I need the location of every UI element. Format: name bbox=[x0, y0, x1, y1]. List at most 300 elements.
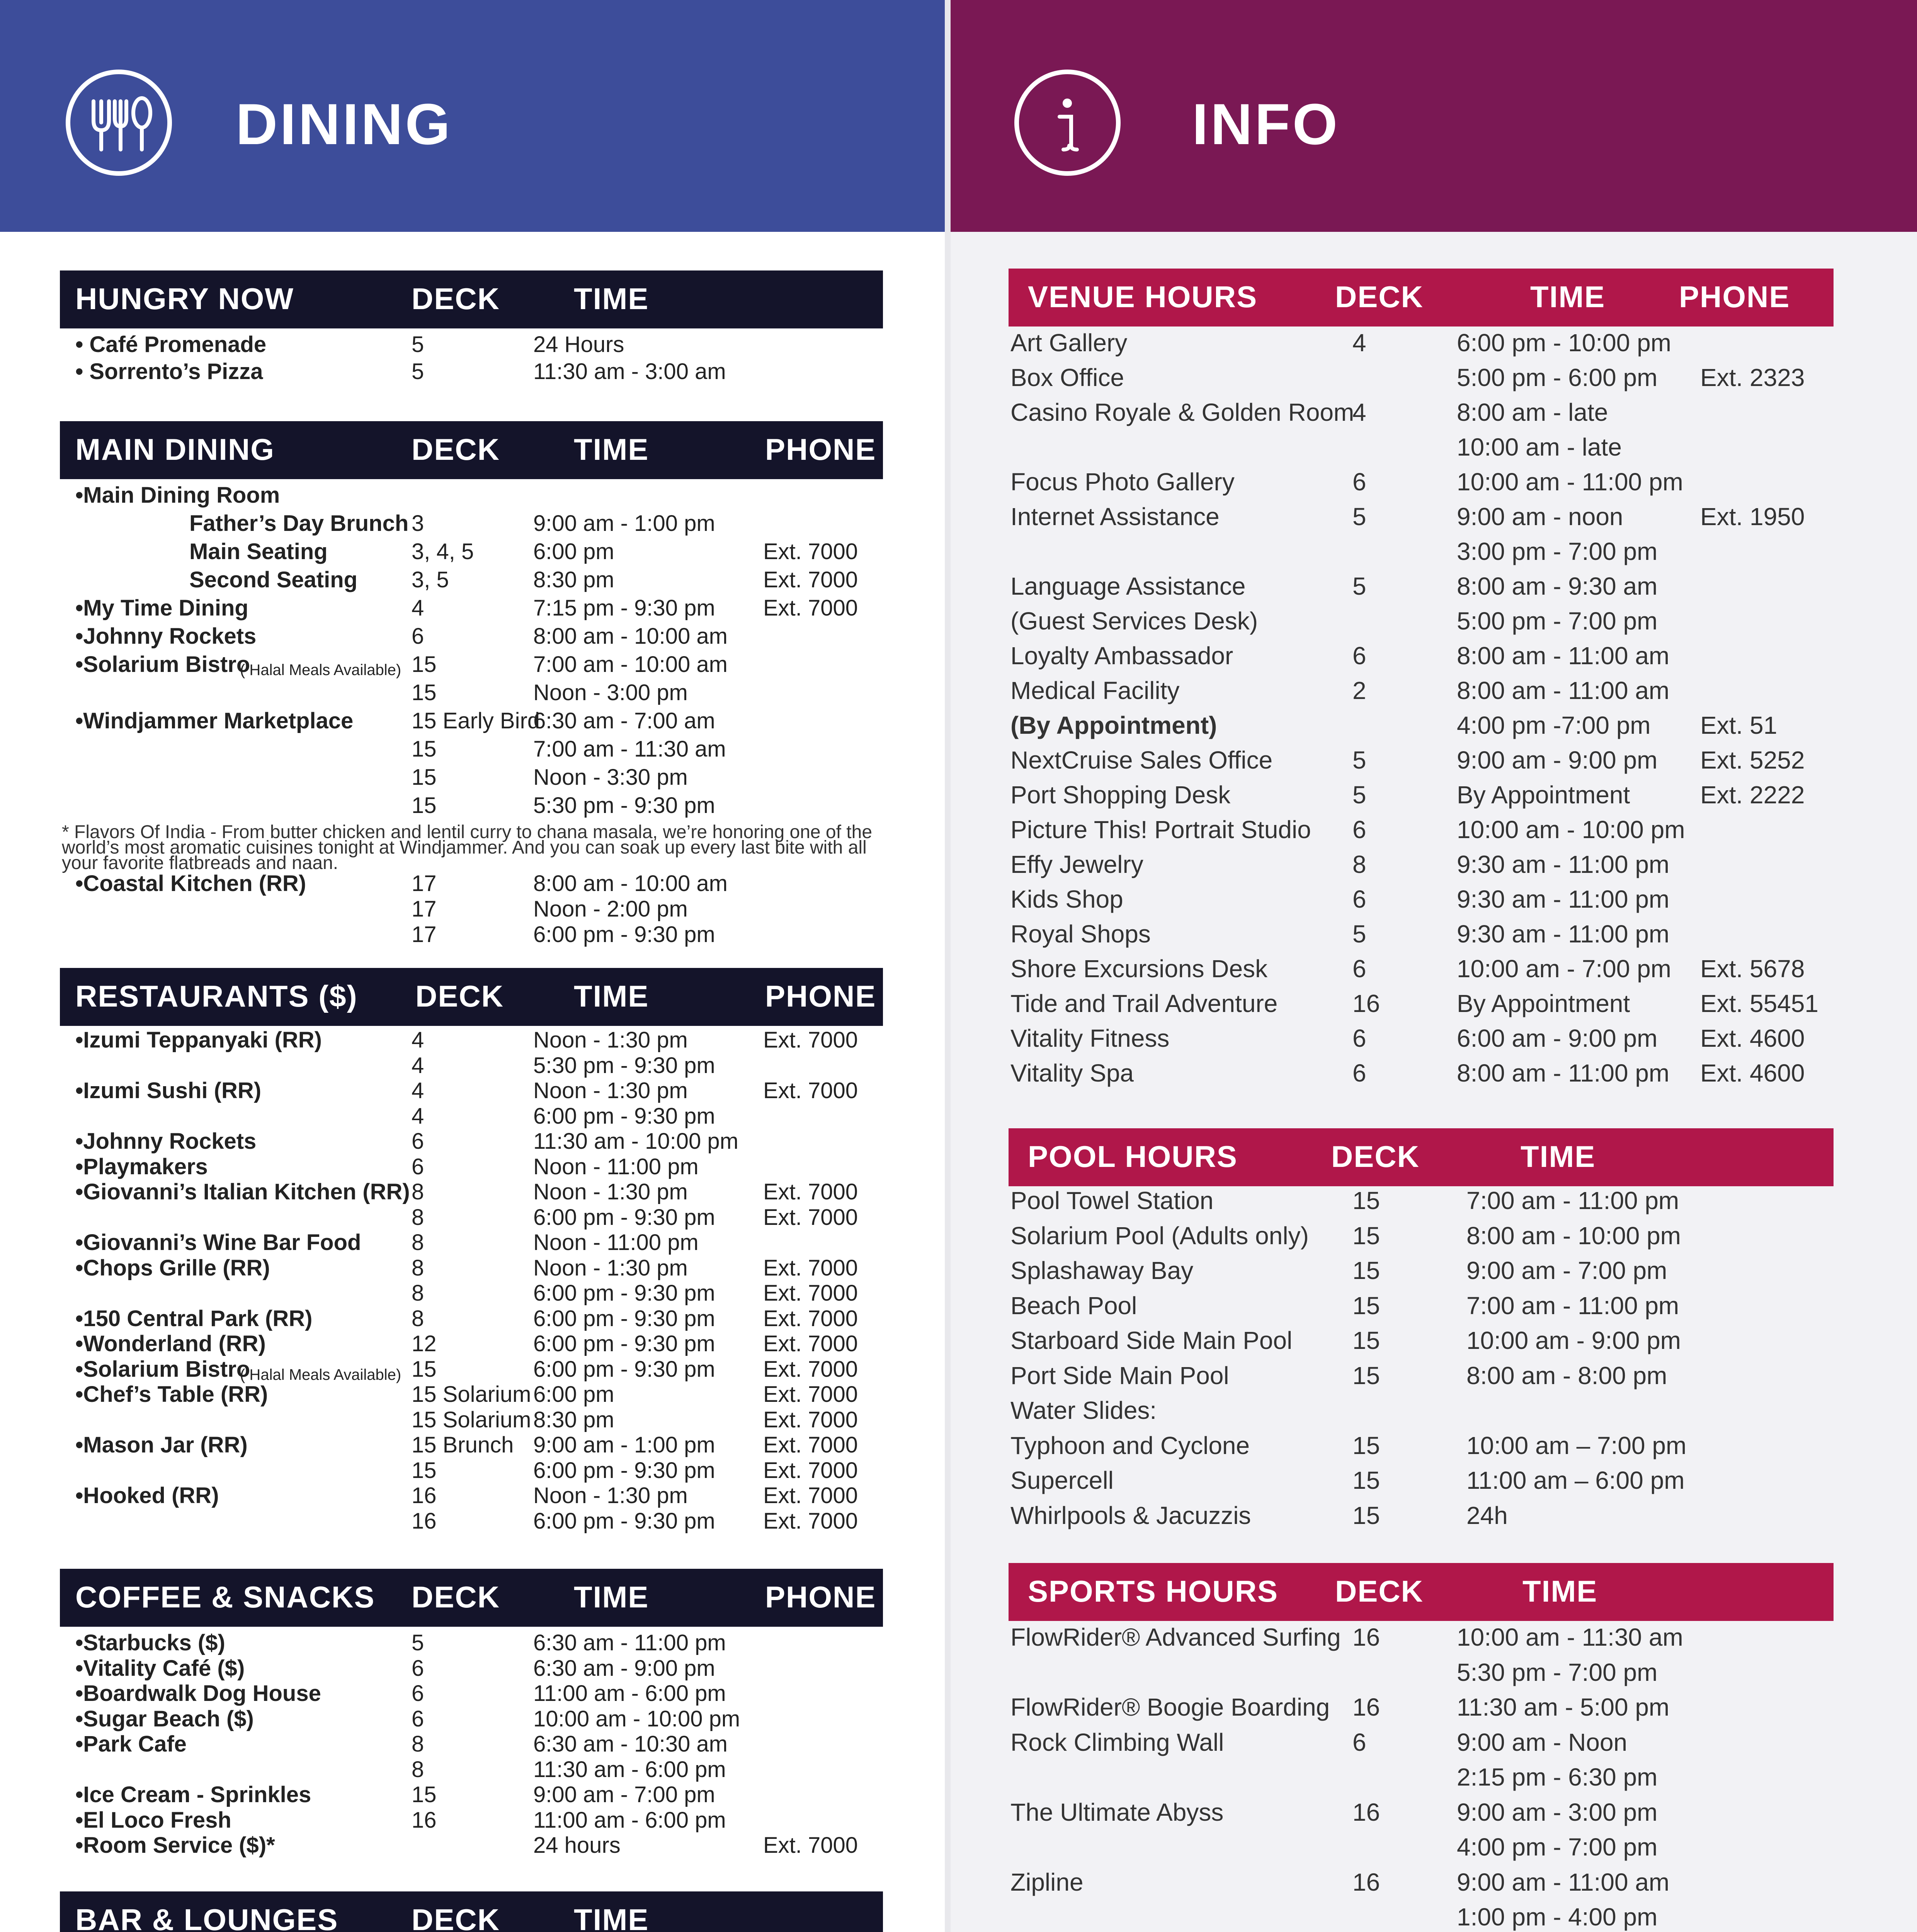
main_dining-header-bar bbox=[60, 421, 883, 479]
main_dining-title: MAIN DINING bbox=[75, 432, 275, 466]
restaurants-row-deck: 8 bbox=[412, 1281, 424, 1306]
venue-row-name: Internet Assistance bbox=[1010, 503, 1220, 531]
coffee-row-deck: 6 bbox=[412, 1706, 424, 1731]
pool-row-name: Port Side Main Pool bbox=[1010, 1361, 1229, 1389]
venue-row-name: Medical Facility bbox=[1010, 677, 1180, 704]
venue-row-deck: 6 bbox=[1352, 955, 1366, 983]
venue-row-deck: 6 bbox=[1352, 1024, 1366, 1052]
restaurants-row-deck: 4 bbox=[412, 1103, 424, 1129]
venue-row-time: By Appointment bbox=[1457, 990, 1630, 1017]
restaurants-time-header: TIME bbox=[574, 979, 649, 1013]
venue-row-time: 3:00 pm - 7:00 pm bbox=[1457, 537, 1658, 565]
main_dining-row-deck: 15 bbox=[412, 793, 437, 818]
pool-row-time: 9:00 am - 7:00 pm bbox=[1466, 1257, 1667, 1284]
restaurants-row-phone: Ext. 7000 bbox=[763, 1179, 858, 1204]
bars-title: BAR & LOUNGES bbox=[75, 1903, 338, 1932]
cutlery-icon bbox=[66, 70, 172, 176]
restaurants-row-phone: Ext. 7000 bbox=[763, 1204, 858, 1230]
main_dining-row-time: 5:30 pm - 9:30 pm bbox=[533, 793, 715, 818]
restaurants-row-time: Noon - 1:30 pm bbox=[533, 1179, 688, 1204]
main_dining-row-deck: 3, 4, 5 bbox=[412, 539, 474, 564]
hungry_now-time-header: TIME bbox=[574, 282, 649, 316]
main_dining-row-deck: 15 bbox=[412, 765, 437, 790]
coffee-row-time: 24 hours bbox=[533, 1833, 621, 1858]
sports-row-name: The Ultimate Abyss bbox=[1010, 1798, 1224, 1826]
venue-row-deck: 5 bbox=[1352, 572, 1366, 600]
main_dining-row-deck: 15 bbox=[412, 680, 437, 705]
main_dining-row-name: Father’s Day Brunch bbox=[189, 511, 409, 536]
sports-deck-header: DECK bbox=[1335, 1574, 1424, 1608]
pool-row-time: 24h bbox=[1466, 1501, 1508, 1529]
coffee-time-header: TIME bbox=[574, 1580, 649, 1614]
coffee-row-name: •Ice Cream - Sprinkles bbox=[75, 1782, 311, 1807]
pool-time-header: TIME bbox=[1521, 1139, 1596, 1173]
main_dining-row-name: •Solarium Bistro bbox=[75, 652, 250, 677]
venue-row-time: 9:30 am - 11:00 pm bbox=[1457, 850, 1670, 878]
main_dining-row-time: Noon - 3:30 pm bbox=[533, 765, 688, 790]
restaurants-row-phone: Ext. 7000 bbox=[763, 1027, 858, 1053]
venue-row-name: (By Appointment) bbox=[1010, 711, 1217, 739]
pool-row-deck: 15 bbox=[1352, 1221, 1380, 1250]
venue-row-name: Effy Jewelry bbox=[1010, 850, 1143, 878]
pool-row-name: Splashaway Bay bbox=[1010, 1257, 1194, 1284]
restaurants-row-deck: 16 bbox=[412, 1508, 437, 1534]
restaurants-row-note: ( Halal Meals Available) bbox=[240, 1366, 401, 1383]
restaurants-row-phone: Ext. 7000 bbox=[763, 1508, 858, 1534]
pool-row-deck: 15 bbox=[1352, 1501, 1380, 1529]
venue-row-time: 6:00 pm - 10:00 pm bbox=[1457, 329, 1671, 357]
sports-row-time: 11:30 am - 5:00 pm bbox=[1457, 1693, 1670, 1721]
venue-row-deck: 4 bbox=[1352, 329, 1366, 357]
restaurants-deck-header: DECK bbox=[415, 979, 504, 1013]
hungry_now-header-bar bbox=[60, 270, 883, 328]
sports-row-time: 1:00 pm - 4:00 pm bbox=[1457, 1903, 1658, 1931]
restaurants-row-time: 6:00 pm - 9:30 pm bbox=[533, 1306, 715, 1331]
pool-row-deck: 15 bbox=[1352, 1327, 1380, 1354]
coastal-row-deck: 17 bbox=[412, 896, 437, 922]
restaurants-row-time: 6:00 pm - 9:30 pm bbox=[533, 1458, 715, 1483]
main_dining-row-deck: 4 bbox=[412, 595, 424, 621]
venue-row-phone: Ext. 51 bbox=[1700, 711, 1778, 739]
restaurants-row-phone: Ext. 7000 bbox=[763, 1306, 858, 1331]
venue-row-deck: 6 bbox=[1352, 642, 1366, 670]
restaurants-row-time: 11:30 am - 10:00 pm bbox=[533, 1129, 738, 1154]
restaurants-row-deck: 6 bbox=[412, 1129, 424, 1154]
restaurants-row-deck: 8 bbox=[412, 1230, 424, 1255]
flavors-note-line: world’s most aromatic cuisines tonight at Windjammer. And you can soak up every last bite with all bbox=[62, 837, 867, 858]
coffee-row-time: 10:00 am - 10:00 pm bbox=[533, 1706, 740, 1731]
restaurants-row-time: 9:00 am - 1:00 pm bbox=[533, 1432, 715, 1458]
main_dining-row-time: 7:00 am - 10:00 am bbox=[533, 652, 728, 677]
sports-time-header: TIME bbox=[1522, 1574, 1598, 1608]
restaurants-row-name: •Giovanni’s Italian Kitchen (RR) bbox=[75, 1179, 410, 1204]
restaurants-row-deck: 15 bbox=[412, 1356, 437, 1382]
pool-row-time: 10:00 am - 9:00 pm bbox=[1466, 1327, 1681, 1354]
main_dining-deck-header: DECK bbox=[412, 432, 500, 466]
sports-row-time: 9:00 am - 3:00 pm bbox=[1457, 1798, 1658, 1826]
venue-row-phone: Ext. 2222 bbox=[1700, 781, 1805, 809]
restaurants-row-time: Noon - 1:30 pm bbox=[533, 1027, 688, 1053]
flavors-note-line: * Flavors Of India - From butter chicken and lentil curry to chana masala, we’re honoring one of the bbox=[62, 822, 873, 842]
sports-header-bar bbox=[1009, 1563, 1834, 1621]
main_dining-row-note: ( Halal Meals Available) bbox=[240, 662, 401, 679]
coffee-row-name: •Room Service ($)* bbox=[75, 1833, 275, 1858]
main_dining-row-time: Noon - 3:00 pm bbox=[533, 680, 688, 705]
coffee-row-name: •Sugar Beach ($) bbox=[75, 1706, 254, 1731]
sports-row-deck: 16 bbox=[1352, 1693, 1380, 1721]
pool-row-deck: 15 bbox=[1352, 1466, 1380, 1494]
main_dining-row-name: Second Seating bbox=[189, 567, 358, 592]
dining-title: DINING bbox=[236, 92, 452, 156]
sports-row-time: 4:00 pm - 7:00 pm bbox=[1457, 1833, 1658, 1861]
restaurants-row-deck: 8 bbox=[412, 1179, 424, 1204]
venue-row-time: 5:00 pm - 7:00 pm bbox=[1457, 607, 1658, 635]
main_dining-row-deck: 15 bbox=[412, 736, 437, 762]
restaurants-row-phone: Ext. 7000 bbox=[763, 1356, 858, 1382]
venue-row-name: Box Office bbox=[1010, 364, 1124, 391]
venue-header-bar bbox=[1009, 269, 1834, 327]
coffee-row-deck: 8 bbox=[412, 1757, 424, 1782]
restaurants-row-deck: 15 Solarium bbox=[412, 1407, 531, 1432]
restaurants-row-deck: 8 bbox=[412, 1204, 424, 1230]
coffee-title: COFFEE & SNACKS bbox=[75, 1580, 375, 1614]
main_dining-row-time: 6:30 am - 7:00 am bbox=[533, 708, 715, 733]
restaurants-row-name: •Johnny Rockets bbox=[75, 1129, 257, 1154]
restaurants-row-phone: Ext. 7000 bbox=[763, 1281, 858, 1306]
restaurants-row-time: 6:00 pm bbox=[533, 1382, 614, 1407]
hungry_now-title: HUNGRY NOW bbox=[75, 282, 294, 316]
sports-row-time: 2:15 pm - 6:30 pm bbox=[1457, 1763, 1658, 1791]
venue-row-name: (Guest Services Desk) bbox=[1010, 607, 1258, 635]
restaurants-row-time: 6:00 pm - 9:30 pm bbox=[533, 1103, 715, 1129]
restaurants-row-time: Noon - 1:30 pm bbox=[533, 1078, 688, 1103]
restaurants-row-phone: Ext. 7000 bbox=[763, 1483, 858, 1508]
restaurants-row-time: Noon - 1:30 pm bbox=[533, 1483, 688, 1508]
coffee-row-time: 6:30 am - 9:00 pm bbox=[533, 1655, 715, 1681]
venue-row-name: Royal Shops bbox=[1010, 920, 1151, 948]
bars-time-header: TIME bbox=[574, 1903, 649, 1932]
restaurants-row-deck: 8 bbox=[412, 1255, 424, 1281]
restaurants-row-name: •Izumi Sushi (RR) bbox=[75, 1078, 262, 1103]
pool-row-time: 7:00 am - 11:00 pm bbox=[1466, 1291, 1679, 1320]
venue-row-phone: Ext. 1950 bbox=[1700, 503, 1805, 531]
coastal-row-time: Noon - 2:00 pm bbox=[533, 896, 688, 922]
coffee-row-time: 6:30 am - 11:00 pm bbox=[533, 1630, 726, 1655]
venue-row-name: Port Shopping Desk bbox=[1010, 781, 1231, 809]
sports-title: SPORTS HOURS bbox=[1028, 1574, 1279, 1608]
restaurants-row-deck: 15 bbox=[412, 1458, 437, 1483]
venue-row-name: Shore Excursions Desk bbox=[1010, 955, 1268, 983]
venue-row-name: NextCruise Sales Office bbox=[1010, 746, 1273, 774]
restaurants-row-phone: Ext. 7000 bbox=[763, 1458, 858, 1483]
venue-row-name: Tide and Trail Adventure bbox=[1010, 990, 1278, 1017]
venue-title: VENUE HOURS bbox=[1028, 280, 1258, 314]
restaurants-row-name: •Hooked (RR) bbox=[75, 1483, 219, 1508]
restaurants-header-bar bbox=[60, 968, 883, 1026]
venue-row-name: Vitality Fitness bbox=[1010, 1024, 1170, 1052]
hungry_now-row-time: 24 Hours bbox=[533, 332, 624, 357]
venue-row-time: 9:00 am - 9:00 pm bbox=[1457, 746, 1658, 774]
venue-row-time: 8:00 am - 11:00 pm bbox=[1457, 1059, 1670, 1087]
main_dining-row-phone: Ext. 7000 bbox=[763, 539, 858, 564]
venue-row-time: 8:00 am - 9:30 am bbox=[1457, 572, 1658, 600]
pool-row-deck: 15 bbox=[1352, 1431, 1380, 1459]
venue-row-phone: Ext. 4600 bbox=[1700, 1024, 1805, 1052]
hungry_now-deck-header: DECK bbox=[412, 282, 500, 316]
restaurants-row-time: 6:00 pm - 9:30 pm bbox=[533, 1356, 715, 1382]
venue-time-header: TIME bbox=[1530, 280, 1606, 314]
coffee-row-time: 11:00 am - 6:00 pm bbox=[533, 1807, 726, 1833]
coffee-row-deck: 8 bbox=[412, 1731, 424, 1757]
pool-row-time: 7:00 am - 11:00 pm bbox=[1466, 1187, 1679, 1214]
coffee-row-time: 11:00 am - 6:00 pm bbox=[533, 1681, 726, 1706]
pool-header-bar bbox=[1009, 1128, 1834, 1186]
coffee-row-name: •Park Cafe bbox=[75, 1731, 187, 1757]
pool-title: POOL HOURS bbox=[1028, 1139, 1238, 1173]
coffee-row-name: •Vitality Café ($) bbox=[75, 1655, 245, 1681]
venue-row-time: 6:00 am - 9:00 pm bbox=[1457, 1024, 1658, 1052]
venue-row-deck: 5 bbox=[1352, 781, 1366, 809]
venue-row-name: Picture This! Portrait Studio bbox=[1010, 816, 1311, 844]
venue-row-time: 8:00 am - 11:00 am bbox=[1457, 677, 1670, 704]
bars-header-bar bbox=[60, 1891, 883, 1932]
coffee-row-time: 9:00 am - 7:00 pm bbox=[533, 1782, 715, 1807]
restaurants-row-deck: 15 Solarium bbox=[412, 1382, 531, 1407]
coffee-header-bar bbox=[60, 1569, 883, 1627]
main_dining-row-time: 8:00 am - 10:00 am bbox=[533, 624, 728, 649]
coastal-row-time: 8:00 am - 10:00 am bbox=[533, 871, 728, 896]
main_dining-row-deck: 15 Early Bird bbox=[412, 708, 540, 733]
main_dining-row-name: •Johnny Rockets bbox=[75, 624, 257, 649]
coffee-row-deck: 6 bbox=[412, 1681, 424, 1706]
venue-row-phone: Ext. 5678 bbox=[1700, 955, 1805, 983]
venue-row-time: 9:00 am - noon bbox=[1457, 503, 1623, 531]
hungry_now-row-deck: 5 bbox=[412, 332, 424, 357]
pool-row-time: 11:00 am – 6:00 pm bbox=[1466, 1466, 1685, 1494]
venue-row-time: 8:00 am - 11:00 am bbox=[1457, 642, 1670, 670]
sports-row-deck: 16 bbox=[1352, 1623, 1380, 1651]
coffee-row-deck: 15 bbox=[412, 1782, 437, 1807]
main_dining-row-name: •My Time Dining bbox=[75, 595, 248, 621]
restaurants-row-deck: 12 bbox=[412, 1331, 437, 1356]
main_dining-row-deck: 3, 5 bbox=[412, 567, 449, 592]
venue-row-deck: 6 bbox=[1352, 468, 1366, 496]
restaurants-row-name: •Mason Jar (RR) bbox=[75, 1432, 248, 1458]
coffee-row-name: •Starbucks ($) bbox=[75, 1630, 225, 1655]
pool-row-name: Supercell bbox=[1010, 1466, 1114, 1494]
coffee-row-deck: 16 bbox=[412, 1807, 437, 1833]
main_dining-row-phone: Ext. 7000 bbox=[763, 567, 858, 592]
info-title: INFO bbox=[1192, 92, 1340, 156]
venue-row-deck: 16 bbox=[1352, 990, 1380, 1017]
restaurants-row-phone: Ext. 7000 bbox=[763, 1078, 858, 1103]
main_dining-row-deck: 3 bbox=[412, 511, 424, 536]
sports-row-name: Rock Climbing Wall bbox=[1010, 1728, 1224, 1756]
coffee-deck-header: DECK bbox=[412, 1580, 500, 1614]
main_dining-phone-header: PHONE bbox=[765, 432, 876, 466]
venue-row-name: Casino Royale & Golden Room bbox=[1010, 398, 1354, 426]
pool-row-time: 8:00 am - 8:00 pm bbox=[1466, 1361, 1667, 1389]
pool-row-name: Whirlpools & Jacuzzis bbox=[1010, 1501, 1251, 1529]
sports-row-name: Zipline bbox=[1010, 1868, 1084, 1896]
pool-row-deck: 15 bbox=[1352, 1257, 1380, 1284]
bars-deck-header: DECK bbox=[412, 1903, 500, 1932]
restaurants-row-time: 6:00 pm - 9:30 pm bbox=[533, 1331, 715, 1356]
pool-row-name: Beach Pool bbox=[1010, 1291, 1137, 1320]
restaurants-row-phone: Ext. 7000 bbox=[763, 1407, 858, 1432]
hungry_now-row-name: • Café Promenade bbox=[75, 332, 267, 357]
main_dining-row-time: 6:00 pm bbox=[533, 539, 614, 564]
restaurants-title: RESTAURANTS ($) bbox=[75, 979, 358, 1013]
coastal-row-name: •Coastal Kitchen (RR) bbox=[75, 871, 306, 896]
coffee-row-time: 11:30 am - 6:00 pm bbox=[533, 1757, 726, 1782]
main_dining-row-time: 7:15 pm - 9:30 pm bbox=[533, 595, 715, 621]
venue-phone-header: PHONE bbox=[1679, 280, 1790, 314]
venue-row-name: Vitality Spa bbox=[1010, 1059, 1134, 1087]
restaurants-row-deck: 4 bbox=[412, 1027, 424, 1053]
sports-row-time: 10:00 am - 11:30 am bbox=[1457, 1623, 1683, 1651]
sports-row-time: 9:00 am - 11:00 am bbox=[1457, 1868, 1670, 1896]
coastal-row-time: 6:00 pm - 9:30 pm bbox=[533, 922, 715, 947]
coffee-phone-header: PHONE bbox=[765, 1580, 876, 1614]
main_dining-row-name: •Main Dining Room bbox=[75, 483, 280, 508]
restaurants-row-deck: 8 bbox=[412, 1306, 424, 1331]
pool-row-deck: 15 bbox=[1352, 1291, 1380, 1320]
restaurants-row-time: Noon - 11:00 pm bbox=[533, 1230, 699, 1255]
venue-row-deck: 8 bbox=[1352, 850, 1366, 878]
main_dining-time-header: TIME bbox=[574, 432, 649, 466]
pool-row-deck: 15 bbox=[1352, 1361, 1380, 1389]
pool-row-name: Typhoon and Cyclone bbox=[1010, 1431, 1250, 1459]
venue-row-phone: Ext. 2323 bbox=[1700, 364, 1805, 391]
venue-row-phone: Ext. 55451 bbox=[1700, 990, 1818, 1017]
venue-row-time: 9:30 am - 11:00 pm bbox=[1457, 920, 1670, 948]
restaurants-row-time: 5:30 pm - 9:30 pm bbox=[533, 1053, 715, 1078]
restaurants-row-name: •150 Central Park (RR) bbox=[75, 1306, 313, 1331]
restaurants-row-name: •Solarium Bistro bbox=[75, 1356, 250, 1382]
venue-row-time: 8:00 am - late bbox=[1457, 398, 1608, 426]
coffee-row-name: •Boardwalk Dog House bbox=[75, 1681, 321, 1706]
venue-row-time: 10:00 am - 10:00 pm bbox=[1457, 816, 1685, 844]
pool-row-time: 10:00 am – 7:00 pm bbox=[1466, 1431, 1687, 1459]
venue-row-deck: 5 bbox=[1352, 503, 1366, 531]
coffee-row-deck: 5 bbox=[412, 1630, 424, 1655]
restaurants-row-deck: 6 bbox=[412, 1154, 424, 1179]
venue-row-deck: 6 bbox=[1352, 1059, 1366, 1087]
venue-row-time: 10:00 am - 11:00 pm bbox=[1457, 468, 1683, 496]
coffee-row-phone: Ext. 7000 bbox=[763, 1833, 858, 1858]
pool-row-name: Solarium Pool (Adults only) bbox=[1010, 1221, 1309, 1250]
pool-row-name: Water Slides: bbox=[1010, 1396, 1157, 1424]
restaurants-row-phone: Ext. 7000 bbox=[763, 1382, 858, 1407]
sports-row-deck: 6 bbox=[1352, 1728, 1366, 1756]
venue-row-deck: 2 bbox=[1352, 677, 1366, 704]
pool-row-deck: 15 bbox=[1352, 1187, 1380, 1214]
venue-row-name: Art Gallery bbox=[1010, 329, 1128, 357]
venue-row-time: 4:00 pm -7:00 pm bbox=[1457, 711, 1651, 739]
main_dining-row-time: 8:30 pm bbox=[533, 567, 614, 592]
venue-row-name: Loyalty Ambassador bbox=[1010, 642, 1233, 670]
main_dining-row-phone: Ext. 7000 bbox=[763, 595, 858, 621]
flavors-note-line: your favorite flatbreads and naan. bbox=[62, 853, 338, 873]
pool-row-name: Starboard Side Main Pool bbox=[1010, 1327, 1293, 1354]
hungry_now-row-name: • Sorrento’s Pizza bbox=[75, 359, 263, 384]
restaurants-row-phone: Ext. 7000 bbox=[763, 1432, 858, 1458]
venue-row-phone: Ext. 4600 bbox=[1700, 1059, 1805, 1087]
restaurants-phone-header: PHONE bbox=[765, 979, 876, 1013]
restaurants-row-time: Noon - 11:00 pm bbox=[533, 1154, 699, 1179]
pool-row-name: Pool Towel Station bbox=[1010, 1187, 1214, 1214]
venue-row-deck: 4 bbox=[1352, 398, 1366, 426]
venue-row-time: 5:00 pm - 6:00 pm bbox=[1457, 364, 1658, 391]
restaurants-row-time: 6:00 pm - 9:30 pm bbox=[533, 1204, 715, 1230]
hungry_now-row-deck: 5 bbox=[412, 359, 424, 384]
venue-row-phone: Ext. 5252 bbox=[1700, 746, 1805, 774]
column-divider bbox=[945, 0, 951, 1932]
sports-row-deck: 16 bbox=[1352, 1798, 1380, 1826]
venue-row-time: 9:30 am - 11:00 pm bbox=[1457, 885, 1670, 913]
sports-row-time: 9:00 am - Noon bbox=[1457, 1728, 1628, 1756]
venue-row-time: By Appointment bbox=[1457, 781, 1630, 809]
info-icon bbox=[1014, 70, 1121, 176]
venue-row-name: Language Assistance bbox=[1010, 572, 1246, 600]
main_dining-row-time: 9:00 am - 1:00 pm bbox=[533, 511, 715, 536]
restaurants-row-name: •Chops Grille (RR) bbox=[75, 1255, 270, 1281]
restaurants-row-time: 8:30 pm bbox=[533, 1407, 614, 1432]
venue-row-deck: 6 bbox=[1352, 816, 1366, 844]
pool-row-time: 8:00 am - 10:00 pm bbox=[1466, 1221, 1681, 1250]
venue-row-deck: 6 bbox=[1352, 885, 1366, 913]
coffee-row-name: •El Loco Fresh bbox=[75, 1807, 231, 1833]
coastal-row-deck: 17 bbox=[412, 922, 437, 947]
restaurants-row-deck: 16 bbox=[412, 1483, 437, 1508]
restaurants-row-deck: 15 Brunch bbox=[412, 1432, 514, 1458]
restaurants-row-deck: 4 bbox=[412, 1078, 424, 1103]
restaurants-row-name: •Playmakers bbox=[75, 1154, 208, 1179]
pool-deck-header: DECK bbox=[1331, 1139, 1420, 1173]
restaurants-row-time: Noon - 1:30 pm bbox=[533, 1255, 688, 1281]
restaurants-row-time: 6:00 pm - 9:30 pm bbox=[533, 1508, 715, 1534]
coffee-row-deck: 6 bbox=[412, 1655, 424, 1681]
restaurants-row-time: 6:00 pm - 9:30 pm bbox=[533, 1281, 715, 1306]
restaurants-row-deck: 4 bbox=[412, 1053, 424, 1078]
restaurants-row-name: •Giovanni’s Wine Bar Food bbox=[75, 1230, 361, 1255]
coffee-row-time: 6:30 am - 10:30 am bbox=[533, 1731, 728, 1757]
main_dining-row-name: •Windjammer Marketplace bbox=[75, 708, 354, 733]
restaurants-row-phone: Ext. 7000 bbox=[763, 1255, 858, 1281]
restaurants-row-phone: Ext. 7000 bbox=[763, 1331, 858, 1356]
restaurants-row-name: •Izumi Teppanyaki (RR) bbox=[75, 1027, 322, 1053]
sports-row-name: FlowRider® Advanced Surfing bbox=[1010, 1623, 1341, 1651]
main_dining-row-name: Main Seating bbox=[189, 539, 328, 564]
sports-row-name: FlowRider® Boogie Boarding bbox=[1010, 1693, 1330, 1721]
restaurants-row-name: •Chef’s Table (RR) bbox=[75, 1382, 268, 1407]
main_dining-row-deck: 6 bbox=[412, 624, 424, 649]
venue-row-deck: 5 bbox=[1352, 746, 1366, 774]
main_dining-row-time: 7:00 am - 11:30 am bbox=[533, 736, 726, 762]
venue-deck-header: DECK bbox=[1335, 280, 1424, 314]
venue-row-time: 10:00 am - late bbox=[1457, 433, 1622, 461]
venue-row-time: 10:00 am - 7:00 pm bbox=[1457, 955, 1671, 983]
restaurants-row-name: •Wonderland (RR) bbox=[75, 1331, 266, 1356]
venue-row-name: Focus Photo Gallery bbox=[1010, 468, 1235, 496]
sports-row-time: 5:30 pm - 7:00 pm bbox=[1457, 1658, 1658, 1686]
sports-row-deck: 16 bbox=[1352, 1868, 1380, 1896]
coastal-row-deck: 17 bbox=[412, 871, 437, 896]
venue-row-name: Kids Shop bbox=[1010, 885, 1123, 913]
hungry_now-row-time: 11:30 am - 3:00 am bbox=[533, 359, 726, 384]
venue-row-deck: 5 bbox=[1352, 920, 1366, 948]
